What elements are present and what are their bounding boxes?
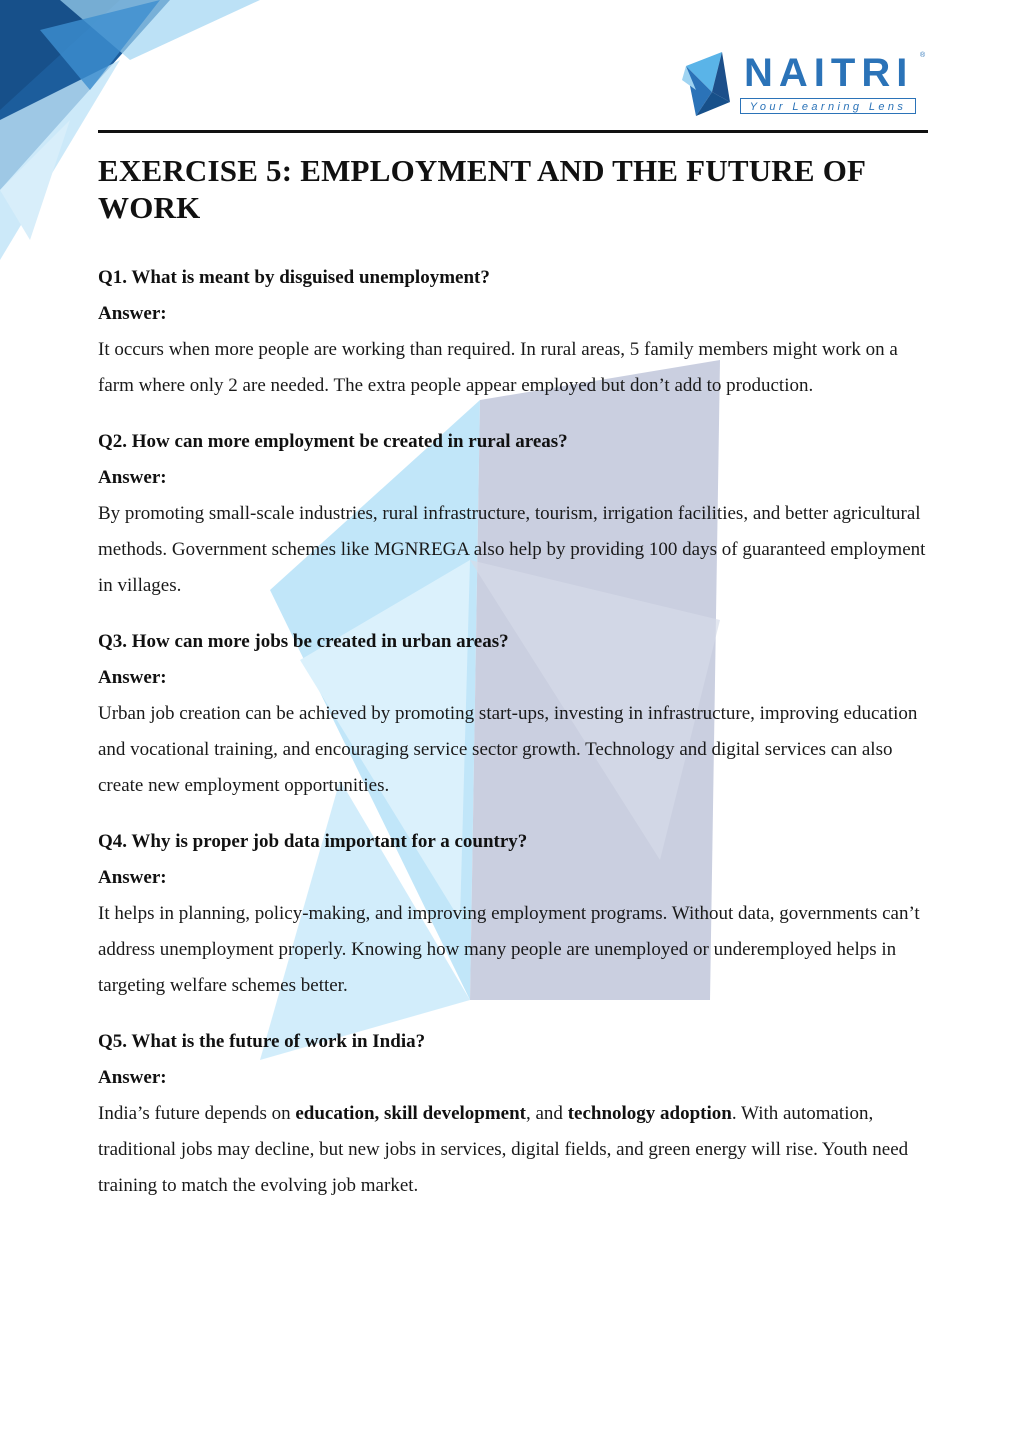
- answer-4: It helps in planning, policy-making, and improving employment programs. Without data, governments can’t address unemployment properly. Knowing how many people are unemployed or underemployed helps in targeting welfare schemes better.: [98, 903, 920, 996]
- answer-label: Answer:: [98, 667, 167, 688]
- answer-5-emphasis-1: education, skill development: [295, 1103, 526, 1124]
- question-1: Q1. What is meant by disguised unemployment?: [98, 267, 490, 288]
- qa-item-5: [98, 1024, 928, 1204]
- logo-registered-mark: ®: [920, 52, 926, 59]
- answer-5-text: . With automation, traditional jobs may decline, but new jobs in services, digital fields, and green energy will rise. Youth need training to match the evolving job market.: [98, 1103, 909, 1196]
- question-4: Q4. Why is proper job data important for a country?: [98, 831, 528, 852]
- answer-label: Answer:: [98, 1067, 167, 1088]
- qa-item-2: [98, 424, 928, 604]
- page-title: EXERCISE 5: EMPLOYMENT AND THE FUTURE OF WORK: [98, 153, 866, 225]
- answer-1: It occurs when more people are working than required. In rural areas, 5 family members might work on a farm where only 2 are needed. The extra people appear employed but don’t add to production.: [98, 339, 898, 396]
- logo-wordmark: NAITRI: [744, 51, 914, 95]
- document-body: [98, 152, 928, 1224]
- question-5: Q5. What is the future of work in India?: [98, 1031, 426, 1052]
- question-2: Q2. How can more employment be created in rural areas?: [98, 431, 568, 452]
- logo-mark-icon: [682, 50, 744, 120]
- answer-label: Answer:: [98, 867, 167, 888]
- answer-5: [98, 1096, 928, 1204]
- header-rule: [98, 130, 928, 133]
- question-3: Q3. How can more jobs be created in urban areas?: [98, 631, 509, 652]
- answer-5-text: , and: [526, 1103, 568, 1124]
- qa-item-4: [98, 824, 928, 1004]
- qa-item-1: [98, 260, 928, 404]
- naitri-logo: [682, 50, 932, 120]
- answer-5-text: India’s future depends on: [98, 1103, 296, 1124]
- answer-label: Answer:: [98, 303, 167, 324]
- answer-3: Urban job creation can be achieved by promoting start-ups, investing in infrastructure, improving education and vocational training, and encouraging service sector growth. Technology and digital services can also create new employment opportunities.: [98, 703, 918, 796]
- answer-5-emphasis-2: technology adoption: [567, 1103, 732, 1124]
- qa-item-3: [98, 624, 928, 804]
- logo-tagline: Your Learning Lens: [740, 98, 916, 114]
- answer-label: Answer:: [98, 467, 167, 488]
- answer-2: By promoting small-scale industries, rural infrastructure, tourism, irrigation facilities, and better agricultural methods. Government schemes like MGNREGA also help by providing 100 days of guaranteed employment in villages.: [98, 503, 926, 596]
